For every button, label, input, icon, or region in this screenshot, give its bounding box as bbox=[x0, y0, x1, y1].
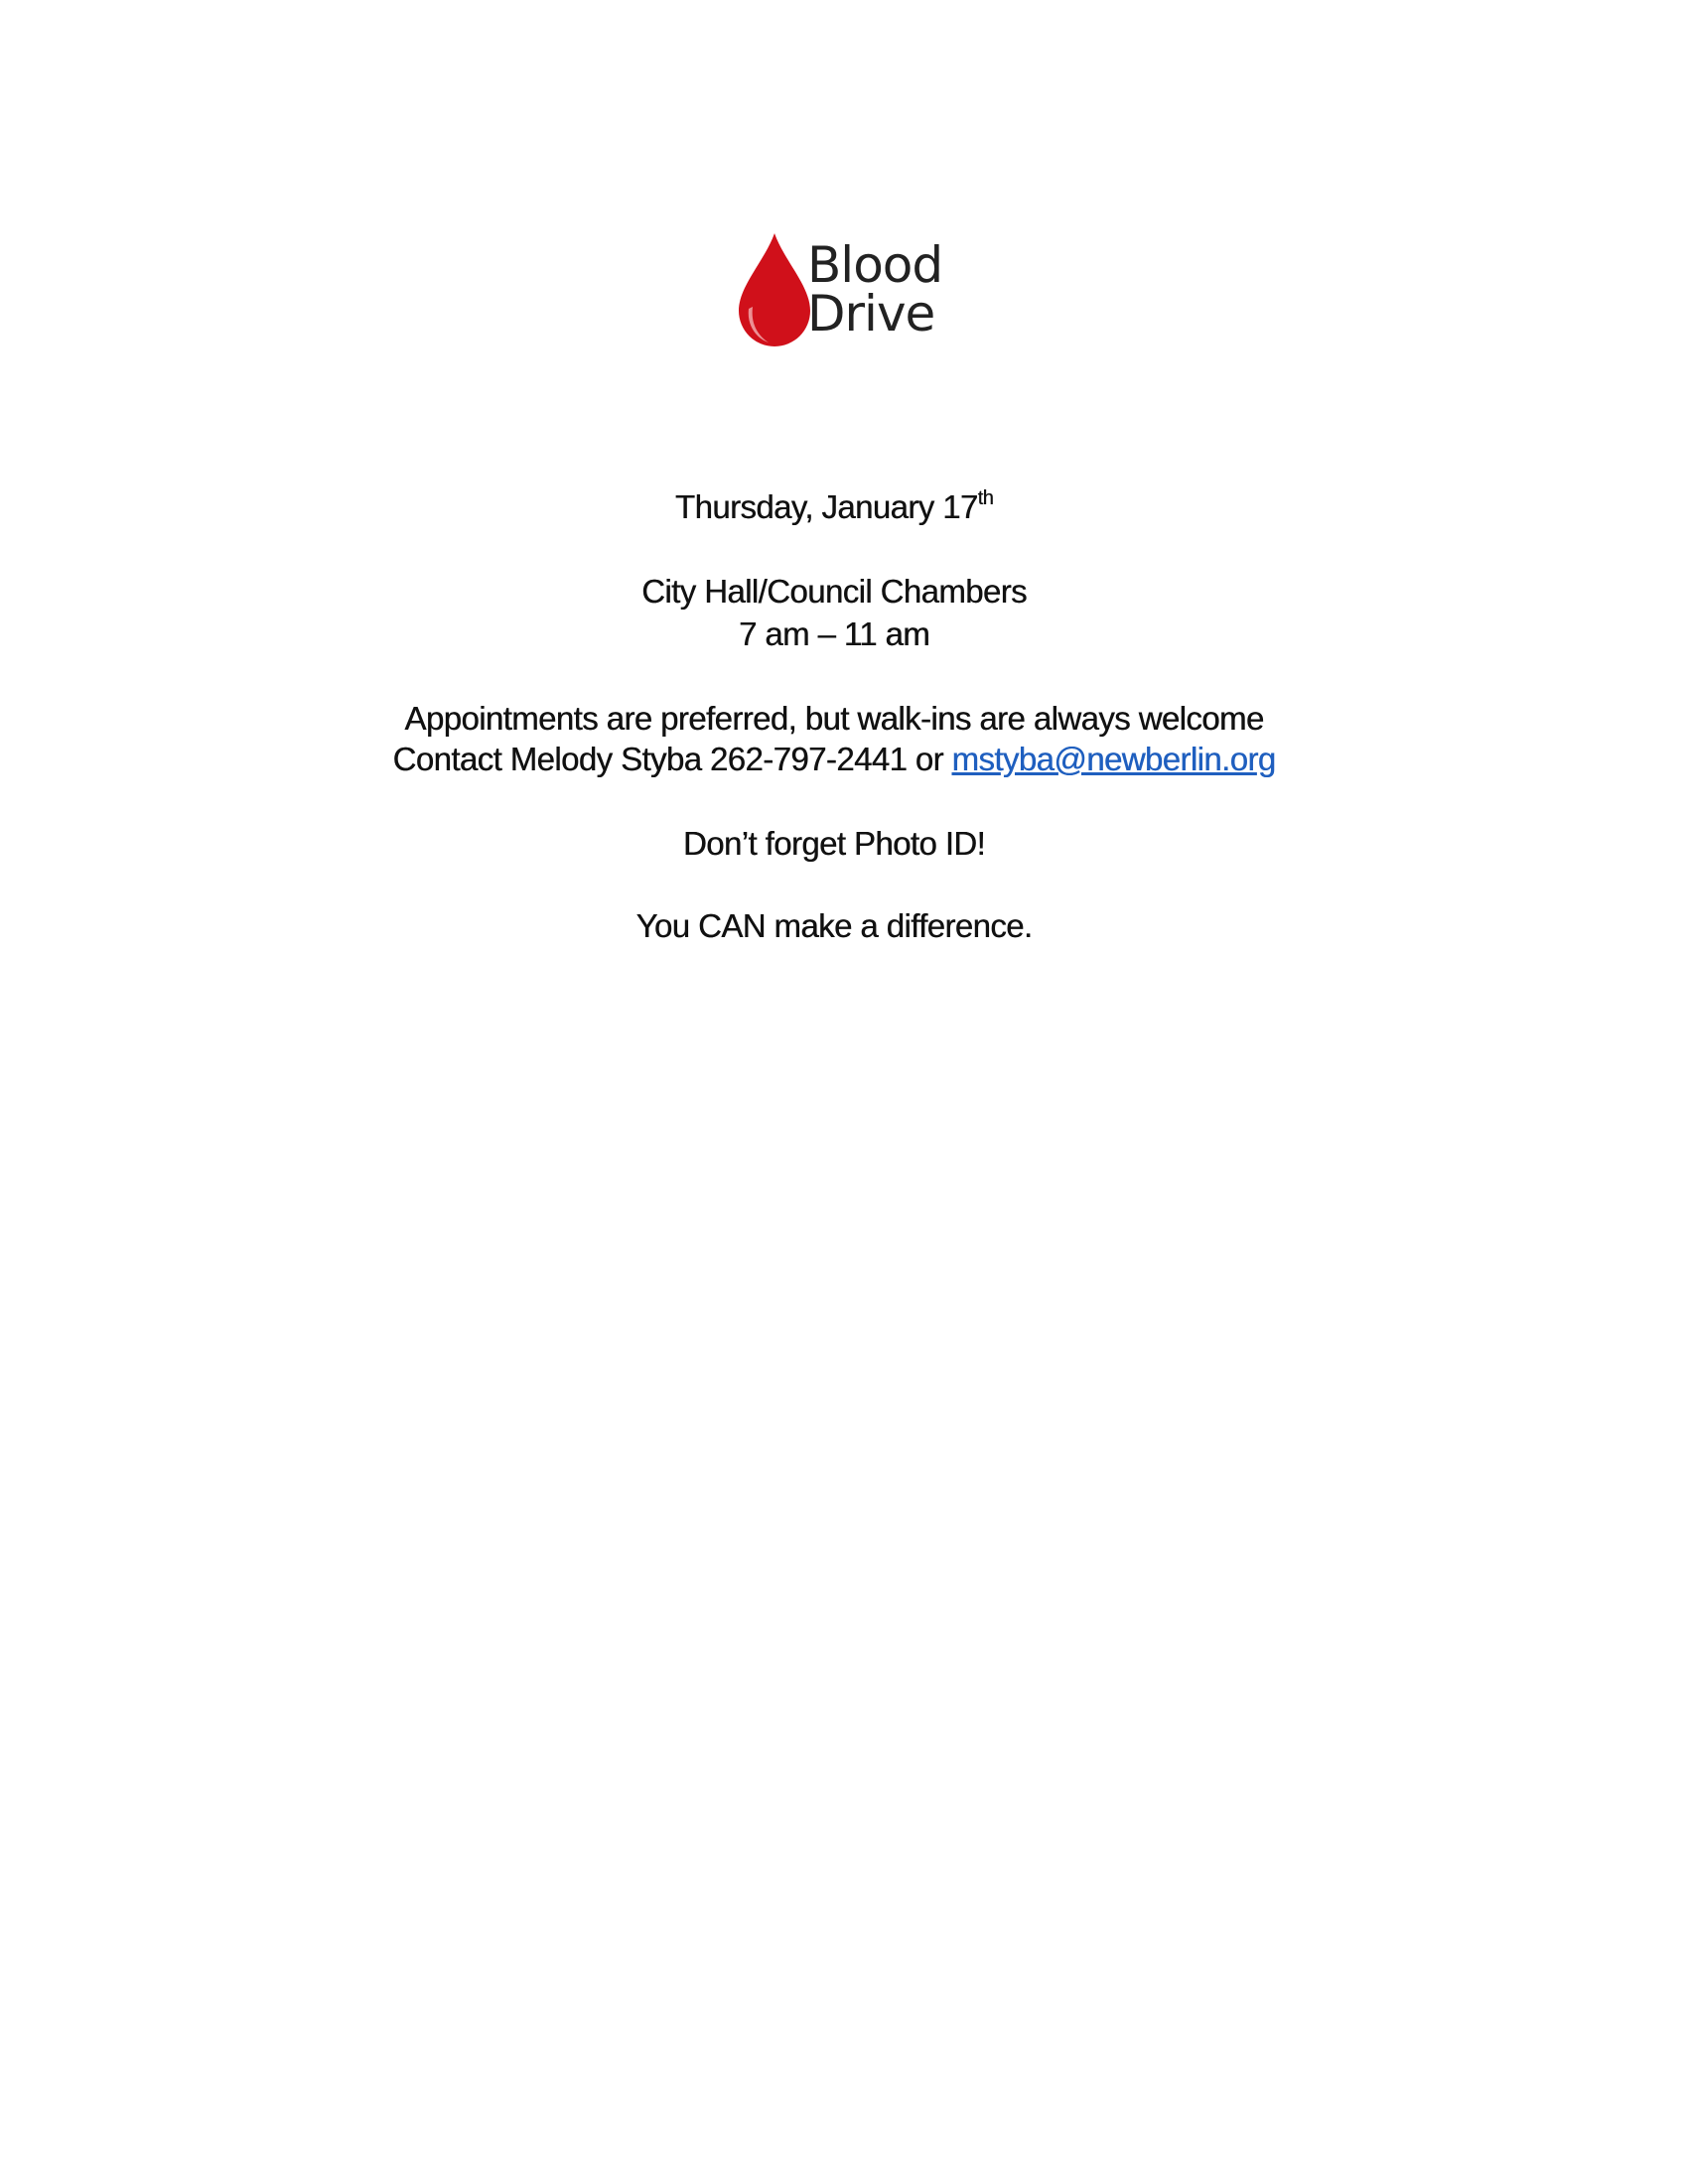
event-location: City Hall/Council Chambers bbox=[641, 573, 1027, 610]
event-time: 7 am – 11 am bbox=[738, 615, 930, 652]
blood-drive-logo bbox=[730, 226, 958, 350]
photo-id-reminder: Don’t forget Photo ID! bbox=[682, 825, 986, 862]
appointments-note: Appointments are preferred, but walk-ins are always welcome bbox=[404, 700, 1264, 737]
event-date bbox=[0, 487, 1668, 527]
date-suffix: th bbox=[977, 487, 994, 509]
logo-text-blood: Blood bbox=[807, 236, 943, 294]
tagline: You CAN make a difference. bbox=[635, 907, 1033, 944]
logo-text-drive: Drive bbox=[807, 285, 935, 342]
email-link[interactable]: mstyba@newberlin.org bbox=[951, 741, 1276, 777]
contact-text: Contact Melody Styba 262-797-2441 or bbox=[392, 741, 952, 777]
contact-line bbox=[0, 740, 1668, 779]
date-text: Thursday, January 17 bbox=[674, 488, 978, 525]
blood-drop-icon bbox=[735, 231, 814, 350]
